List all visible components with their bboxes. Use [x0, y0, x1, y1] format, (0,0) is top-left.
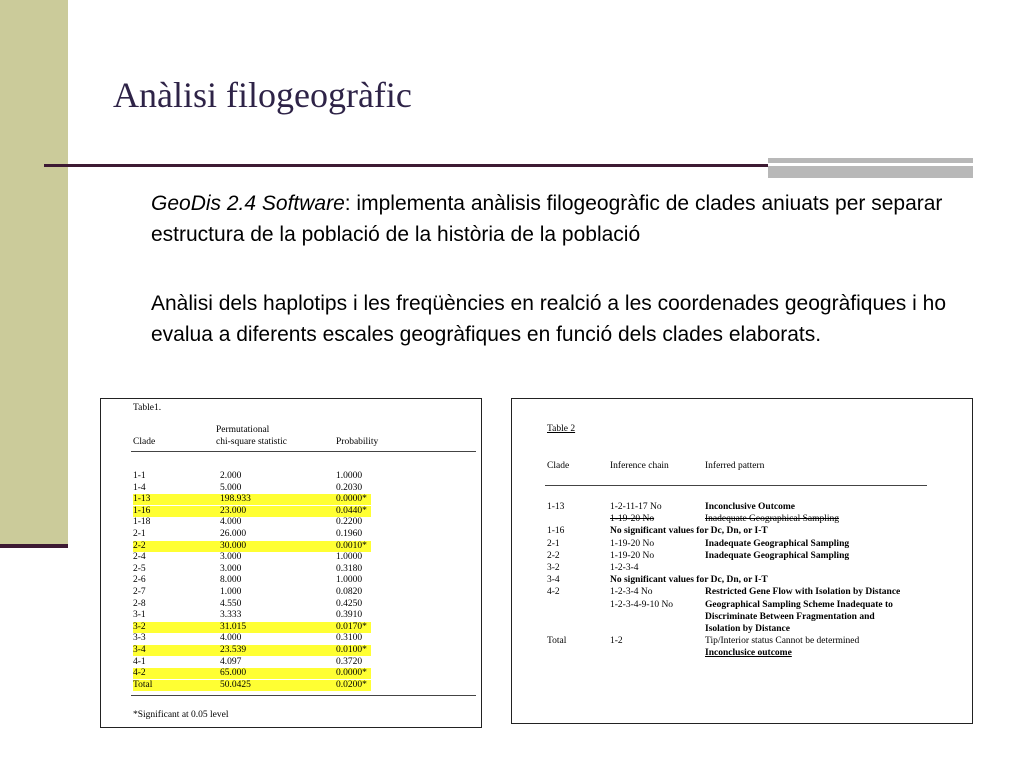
table1-cell-stat: 5.000	[220, 482, 242, 493]
table1-cell-stat: 3.333	[220, 610, 242, 621]
table1-image	[100, 398, 482, 728]
table1-cell-stat: 65.000	[220, 668, 247, 679]
table1-cell-clade: 2-6	[133, 575, 146, 586]
table2-cell-chain: 1-2-3-4 No	[610, 587, 653, 598]
table1-cell-clade: 3-1	[133, 610, 146, 621]
table1-cell-prob: 0.1960	[336, 529, 363, 539]
table1-head-stat-1: Permutational	[216, 425, 270, 435]
table1-cell-stat: 4.000	[220, 633, 242, 644]
table2-cell-pattern: Inadequate Geographical Sampling	[705, 538, 850, 549]
software-name: GeoDis 2.4 Software	[151, 192, 345, 215]
table2-cell-pattern: Inadequate Geographical Sampling	[705, 514, 840, 525]
table2-cell-clade: 2-1	[547, 538, 560, 549]
table1-cell-stat: 3.000	[220, 552, 242, 563]
table1-cell-prob: 0.0820	[336, 587, 363, 597]
table2-cell-pattern: Isolation by Distance	[705, 624, 790, 634]
table2-row	[512, 586, 970, 598]
table1-cell-prob: 0.4250	[336, 598, 363, 609]
table1-cell-stat: 3.000	[220, 563, 242, 574]
table1-cell-stat: 1.000	[220, 587, 242, 597]
table1-cell-prob: 0.0170*	[336, 621, 367, 632]
table1-cell-prob: 0.2030	[336, 482, 363, 493]
table1-cell-clade: 2-1	[133, 529, 146, 539]
table2-cell-clade: 3-4	[547, 575, 560, 586]
table2-row	[512, 635, 970, 647]
table2-head-clade: Clade	[547, 461, 570, 471]
table1-cell-stat: 2.000	[220, 471, 242, 481]
table1-cell-stat: 4.000	[220, 517, 242, 528]
table2-head-rule	[545, 485, 927, 486]
table1-cell-prob: 0.3720	[336, 656, 363, 667]
table1-cell-clade: 4-1	[133, 656, 146, 667]
table1-cell-stat: 23.000	[220, 505, 247, 516]
title-underline	[44, 164, 770, 167]
table1-footnote: *Significant at 0.05 level	[133, 710, 229, 720]
table2-row	[512, 538, 970, 550]
table2-cell-clade: 1-13	[547, 502, 565, 512]
table1-cell-prob: 1.0000	[336, 471, 363, 481]
table1-cell-prob: 1.0000	[336, 552, 363, 563]
table1-cell-prob: 0.0000*	[336, 494, 367, 505]
table1-cell-prob: 1.0000	[336, 575, 363, 586]
bullet-haplotypes: Anàlisi dels haplotips i les freqüències en realció a les coordenades geogràfiques i ho evalua a diferents escales geogràfiques en funció dels clades elaborats.	[151, 292, 946, 346]
table1-cell-stat: 4.550	[220, 598, 242, 609]
table1-cell-stat: 50.0425	[220, 679, 251, 690]
table2-cell-chain: No significant values for Dc, Dn, or I-T	[610, 526, 768, 537]
table1-cell-prob: 0.3910	[336, 610, 363, 621]
table1-cell-prob: 0.0000*	[336, 668, 367, 679]
table1-foot-rule	[131, 695, 476, 696]
table1-cell-prob: 0.0100*	[336, 645, 367, 655]
table1-cell-prob: 0.0440*	[336, 505, 367, 516]
table1-cell-clade: 3-3	[133, 633, 146, 644]
table1-cell-prob: 0.2200	[336, 517, 363, 528]
table2-cell-clade: 4-2	[547, 587, 560, 598]
table1-cell-prob: 0.3180	[336, 563, 363, 574]
table2-cell-clade: Total	[547, 636, 567, 647]
table2-cell-chain: 1-2	[610, 636, 623, 647]
table2-row	[512, 501, 970, 513]
table1-cell-stat: 30.000	[220, 540, 247, 551]
table2-cell-chain: 1-19-20 No	[610, 550, 655, 561]
table1-cell-prob: 0.0010*	[336, 540, 367, 551]
table2-cell-clade: 2-2	[547, 550, 560, 561]
bullet-geodis-text: : implementa anàlisis filogeogràfic de clades aniuats per separar estructura de la població de la història de la població	[151, 192, 943, 246]
table1-cell-clade: 1-1	[133, 471, 146, 481]
table2-caption: Table 2	[547, 424, 576, 434]
bullet-geodis	[151, 188, 951, 250]
table2-cell-chain: 1-19-20 No	[610, 514, 655, 525]
table2-row	[512, 550, 970, 562]
table1-cell-clade: 2-2	[133, 540, 146, 551]
table1-cell-prob: 0.0200*	[336, 679, 367, 690]
table2-cell-chain: 1-19-20 No	[610, 538, 655, 549]
table1-cell-clade: 1-18	[133, 517, 151, 528]
table1-cell-stat: 198.933	[220, 494, 251, 505]
table2-row	[512, 599, 970, 611]
table1-caption: Table1.	[133, 403, 162, 413]
table1-cell-clade: 2-8	[133, 598, 146, 609]
table2-row	[512, 647, 970, 659]
table2-row	[512, 611, 970, 623]
table1-cell-clade: 3-2	[133, 621, 146, 632]
sidebar-band	[0, 0, 68, 548]
table2-image	[511, 398, 973, 724]
table2-cell-pattern: Inconclusice outcome	[705, 648, 792, 659]
table2-cell-chain: 1-2-3-4-9-10 No	[610, 599, 674, 610]
table1-cell-stat: 23.539	[220, 645, 247, 655]
title-rule-accent	[768, 158, 973, 178]
table1-cell-stat: 31.015	[220, 621, 247, 632]
table1-head-prob: Probability	[336, 437, 379, 447]
table2-cell-pattern: Tip/Interior status Cannot be determined	[705, 636, 860, 647]
table2-cell-clade: 1-16	[547, 526, 565, 537]
table1-cell-clade: 1-4	[133, 482, 146, 493]
table2-row	[512, 623, 970, 635]
table1-cell-clade: 4-2	[133, 668, 146, 679]
table1-cell-clade: 1-16	[133, 505, 151, 516]
table1-cell-clade: 2-4	[133, 552, 146, 563]
table2-cell-pattern: Discriminate Between Fragmentation and	[705, 611, 875, 622]
table1-head-clade: Clade	[133, 437, 156, 447]
table1-head-stat-2: chi-square statistic	[216, 437, 287, 447]
slide-title: Anàlisi filogeogràfic	[113, 75, 412, 115]
table1-cell-clade: 2-7	[133, 587, 146, 597]
table2-cell-pattern: Restricted Gene Flow with Isolation by Distance	[705, 587, 901, 598]
table1-cell-clade: 3-4	[133, 645, 146, 655]
table2-row	[512, 574, 970, 586]
table2-cell-chain: No significant values for Dc, Dn, or I-T	[610, 575, 768, 586]
table2-cell-chain: 1-2-3-4	[610, 563, 639, 573]
table1-cell-clade: 1-13	[133, 494, 151, 505]
sidebar-divider	[0, 544, 68, 548]
table1-cell-prob: 0.3100	[336, 633, 363, 644]
table1-cell-clade: 2-5	[133, 563, 146, 574]
table1-cell-stat: 8.000	[220, 575, 242, 586]
table1-cell-stat: 26.000	[220, 529, 247, 539]
table1-cell-clade: Total	[133, 679, 153, 690]
table2-cell-clade: 3-2	[547, 563, 560, 573]
table2-row	[512, 513, 970, 525]
table2-cell-chain: 1-2-11-17 No	[610, 502, 662, 512]
table1-head-rule	[131, 451, 476, 452]
table2-head-pattern: Inferred pattern	[705, 461, 765, 471]
table2-row	[512, 525, 970, 537]
table2-cell-pattern: Geographical Sampling Scheme Inadequate to	[705, 599, 893, 610]
table2-head-chain: Inference chain	[610, 461, 669, 471]
table2-cell-pattern: Inconclusive Outcome	[705, 502, 795, 512]
table1-cell-stat: 4.097	[220, 656, 242, 667]
table2-cell-pattern: Inadequate Geographical Sampling	[705, 550, 850, 561]
table2-row	[512, 562, 970, 574]
